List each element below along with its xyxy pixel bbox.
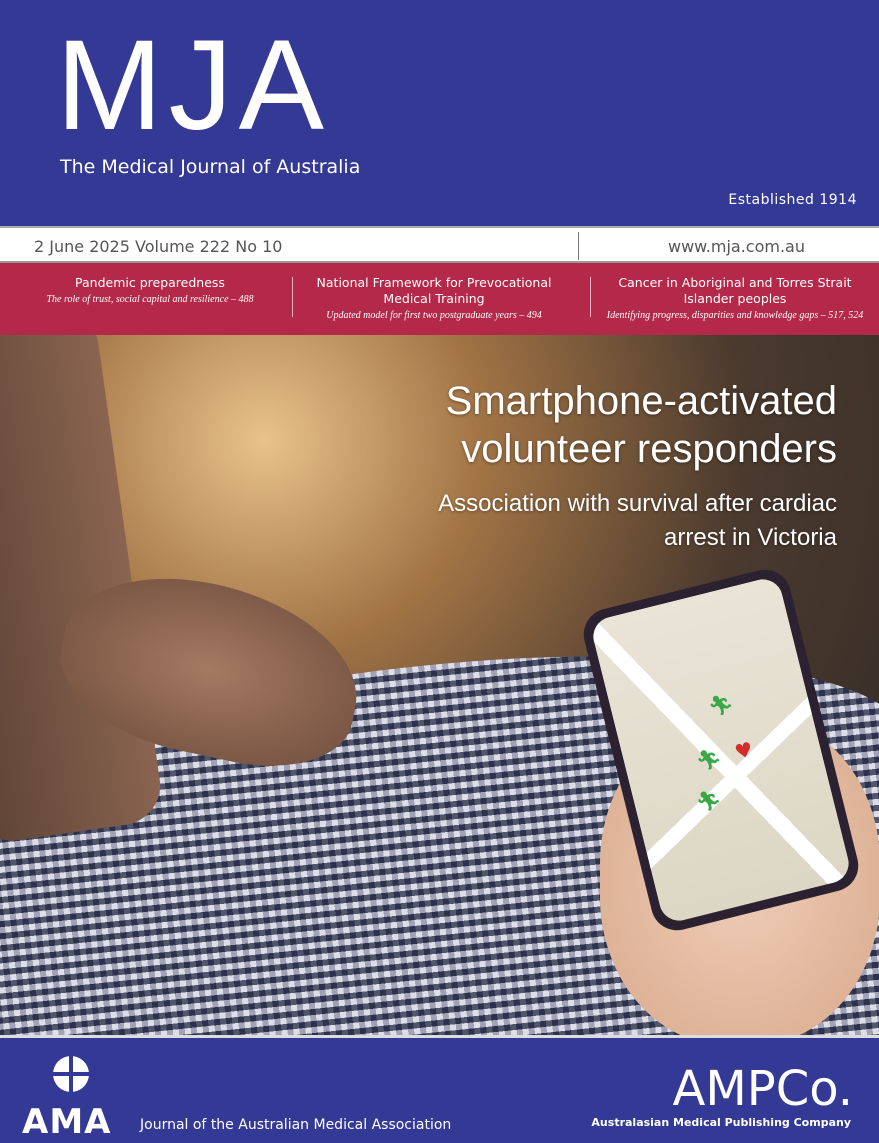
divider bbox=[590, 277, 591, 317]
feature-3 bbox=[600, 275, 870, 321]
ama-emblem-icon bbox=[53, 1056, 89, 1092]
divider bbox=[292, 277, 293, 317]
divider bbox=[578, 232, 579, 260]
features-band bbox=[0, 263, 879, 335]
responder-icon: 🏃︎ bbox=[693, 785, 724, 816]
heart-icon: ♥ bbox=[732, 736, 756, 765]
established: Established 1914 bbox=[728, 192, 857, 208]
responder-icon: 🏃︎ bbox=[693, 744, 724, 774]
feature-subtitle: Updated model for first two postgraduate years – 494 bbox=[326, 310, 542, 321]
journal-name: The Medical Journal of Australia bbox=[60, 156, 361, 178]
ama-logo: AMA bbox=[22, 1102, 112, 1142]
ama-tagline: Journal of the Australian Medical Association bbox=[140, 1117, 452, 1133]
feature-subtitle: The role of trust, social capital and resilience – 488 bbox=[46, 294, 254, 305]
footer bbox=[0, 1035, 879, 1143]
mja-logo: MJA bbox=[56, 14, 330, 157]
feature-title: Cancer in Aboriginal and Torres Strait Islander peoples bbox=[618, 275, 852, 306]
website-url: www.mja.com.au bbox=[668, 237, 805, 256]
cover-headline: Smartphone-activated volunteer responders bbox=[445, 379, 837, 471]
feature-subtitle: Identifying progress, disparities and knowledge gaps – 517, 524 bbox=[606, 310, 864, 321]
cover-subheadline: Association with survival after cardiac arrest in Victoria bbox=[438, 490, 837, 551]
masthead bbox=[0, 0, 879, 226]
ampco-logo: AMPCo. bbox=[672, 1061, 853, 1117]
issue-date: 2 June 2025 Volume 222 No 10 bbox=[34, 237, 283, 256]
cover-photo bbox=[0, 335, 879, 1035]
responder-icon: 🏃︎ bbox=[705, 690, 736, 720]
feature-title: National Framework for Prevocational Medical Training bbox=[316, 275, 552, 306]
ampco-tagline: Australasian Medical Publishing Company bbox=[591, 1116, 851, 1129]
feature-1 bbox=[40, 275, 260, 305]
feature-2 bbox=[310, 275, 558, 321]
feature-title: Pandemic preparedness bbox=[75, 275, 225, 290]
issue-bar bbox=[0, 226, 879, 263]
cover-text-block bbox=[317, 377, 837, 555]
